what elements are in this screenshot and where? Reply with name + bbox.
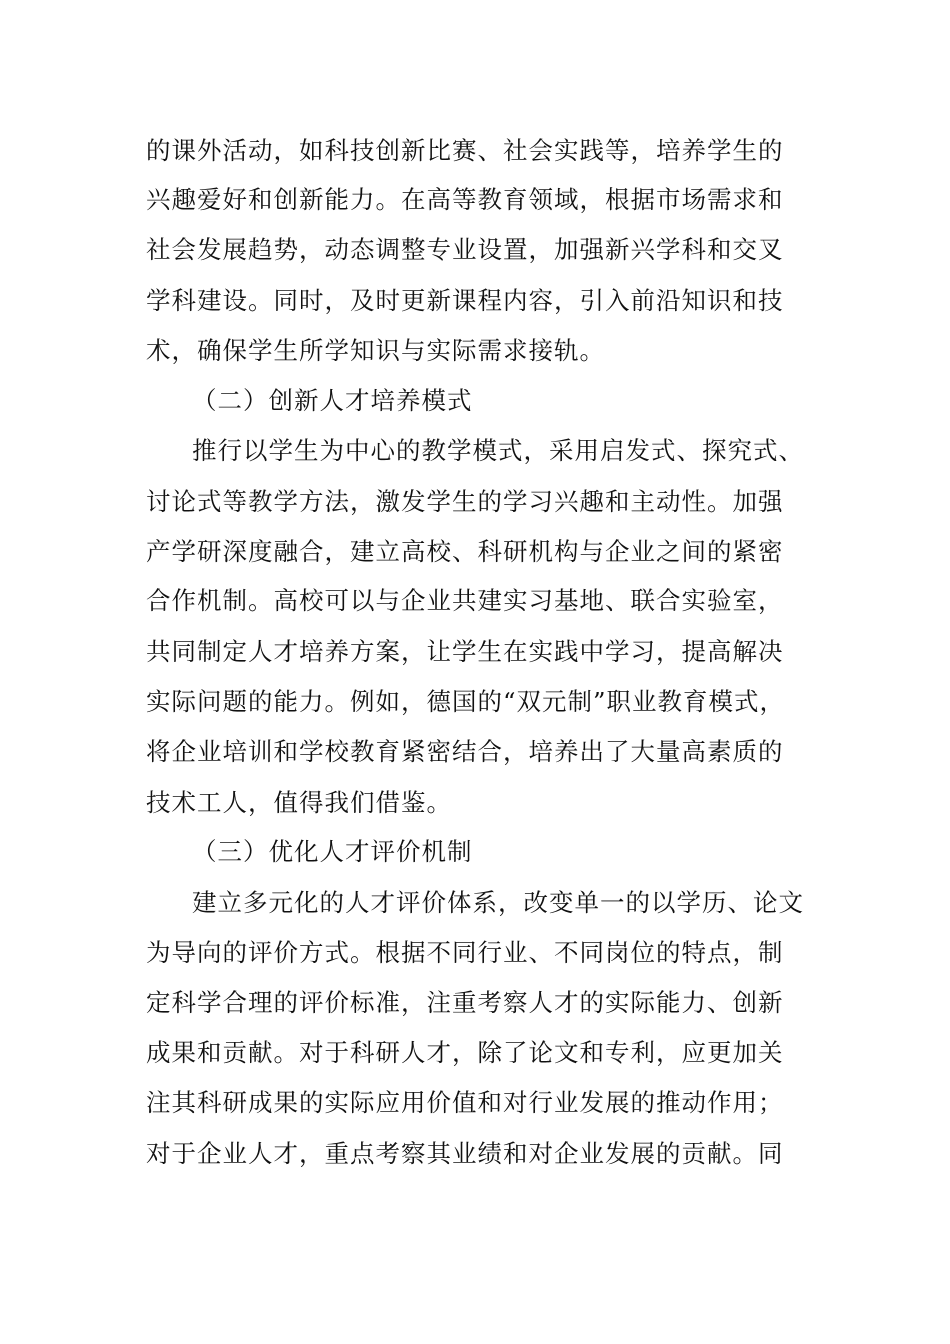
- text-line: 定科学合理的评价标准，注重考察人才的实际能力、创新: [146, 988, 784, 1017]
- text-line: 成果和贡献。对于科研人才，除了论文和专利，应更加关: [146, 1038, 784, 1067]
- text-line: 兴趣爱好和创新能力。在高等教育领域，根据市场需求和: [146, 185, 784, 214]
- text-line: 的课外活动，如科技创新比赛、社会实践等，培养学生的: [146, 136, 784, 165]
- text-line: 共同制定人才培养方案，让学生在实践中学习，提高解决: [146, 637, 784, 666]
- text-line: 术，确保学生所学知识与实际需求接轨。: [146, 336, 605, 365]
- text-line: 学科建设。同时，及时更新课程内容，引入前沿知识和技: [146, 286, 784, 315]
- section-heading-3: （三）优化人才评价机制: [192, 837, 473, 866]
- text-line: 建立多元化的人才评价体系，改变单一的以学历、论文: [192, 888, 804, 917]
- section-heading-2: （二）创新人才培养模式: [192, 386, 473, 415]
- text-line: 对于企业人才，重点考察其业绩和对企业发展的贡献。同: [146, 1139, 784, 1168]
- text-line: 为导向的评价方式。根据不同行业、不同岗位的特点，制: [146, 938, 784, 967]
- text-line: 实际问题的能力。例如，德国的“双元制”职业教育模式，: [146, 687, 786, 716]
- text-line: 将企业培训和学校教育紧密结合，培养出了大量高素质的: [146, 737, 784, 766]
- text-line: 注其科研成果的实际应用价值和对行业发展的推动作用；: [146, 1088, 784, 1117]
- text-line: 技术工人，值得我们借鉴。: [146, 788, 452, 817]
- text-line: 讨论式等教学方法，激发学生的学习兴趣和主动性。加强: [146, 487, 784, 516]
- text-line: 推行以学生为中心的教学模式，采用启发式、探究式、: [192, 436, 804, 465]
- text-line: 合作机制。高校可以与企业共建实习基地、联合实验室，: [146, 586, 784, 615]
- text-line: 社会发展趋势，动态调整专业设置，加强新兴学科和交叉: [146, 235, 784, 264]
- text-line: 产学研深度融合，建立高校、科研机构与企业之间的紧密: [146, 537, 784, 566]
